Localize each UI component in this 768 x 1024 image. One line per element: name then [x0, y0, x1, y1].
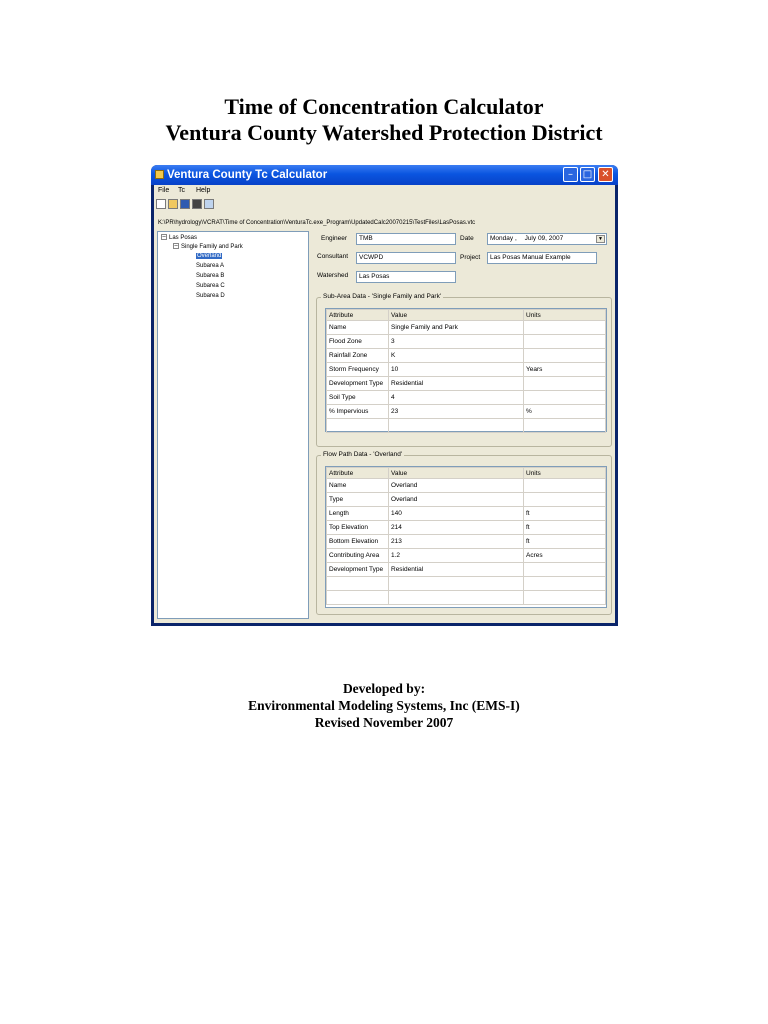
grid-cell-attribute: Flood Zone	[327, 335, 389, 349]
grid-cell-units	[524, 377, 606, 391]
minimize-icon[interactable]: –	[563, 167, 578, 182]
grid-cell-units	[524, 349, 606, 363]
subarea-group-title: Sub-Area Data - 'Single Family and Park'	[323, 293, 442, 300]
tree-node-subarea-c[interactable]	[196, 282, 225, 291]
report-icon[interactable]	[204, 199, 214, 209]
date-separator: ,	[514, 235, 517, 242]
grid-cell-value[interactable]: 1.2	[389, 549, 524, 563]
grid-cell-value[interactable]: Residential	[389, 377, 524, 391]
grid-header-units: Units	[524, 468, 606, 479]
open-icon[interactable]	[168, 199, 178, 209]
window-titlebar[interactable]	[151, 165, 618, 185]
grid-header-attribute: Attribute	[327, 310, 389, 321]
project-label: Project	[460, 254, 481, 261]
grid-header-units: Units	[524, 310, 606, 321]
grid-cell-units: ft	[524, 535, 606, 549]
flowpath-group-title: Flow Path Data - 'Overland'	[323, 451, 403, 458]
grid-cell-attribute: Name	[327, 321, 389, 335]
grid-cell-units	[524, 391, 606, 405]
tree-node-label: Subarea D	[196, 293, 225, 299]
window-title: Ventura County Tc Calculator	[167, 169, 328, 181]
grid-cell-value[interactable]: 3	[389, 335, 524, 349]
close-icon[interactable]: ✕	[598, 167, 613, 182]
revision-date: Revised November 2007	[314, 715, 454, 730]
new-icon[interactable]	[156, 199, 166, 209]
window-client-area	[154, 185, 615, 623]
grid-cell-units: ft	[524, 507, 606, 521]
grid-cell-attribute: Storm Frequency	[327, 363, 389, 377]
grid-cell-attribute: Rainfall Zone	[327, 349, 389, 363]
grid-cell-attribute: Development Type	[327, 563, 389, 577]
date-day: Monday	[490, 235, 514, 242]
tree-node-label: Single Family and Park	[181, 244, 243, 250]
subarea-group	[316, 293, 612, 447]
grid-cell-attribute: Type	[327, 493, 389, 507]
grid-cell-value[interactable]: 23	[389, 405, 524, 419]
table-row[interactable]	[327, 521, 606, 535]
date-picker[interactable]	[487, 233, 607, 245]
grid-cell-units: Acres	[524, 549, 606, 563]
table-row[interactable]	[327, 535, 606, 549]
developed-by-label: Developed by:	[342, 681, 426, 696]
grid-cell-units	[524, 493, 606, 507]
date-label: Date	[460, 235, 474, 242]
date-month: July	[524, 235, 537, 242]
subarea-grid[interactable]	[325, 308, 607, 432]
grid-cell-attribute: Top Elevation	[327, 521, 389, 535]
grid-cell-attribute: Length	[327, 507, 389, 521]
grid-cell-units: Years	[524, 363, 606, 377]
table-row[interactable]	[327, 479, 606, 493]
grid-cell-value[interactable]: 10	[389, 363, 524, 377]
app-icon	[155, 170, 164, 179]
grid-cell-units	[524, 563, 606, 577]
table-row-empty[interactable]	[327, 577, 606, 591]
grid-cell-attribute: % Impervious	[327, 405, 389, 419]
grid-cell-value[interactable]: Overland	[389, 493, 524, 507]
grid-cell-attribute: Development Type	[327, 377, 389, 391]
table-row[interactable]	[327, 493, 606, 507]
consultant-field[interactable]: VCWPD	[356, 252, 456, 264]
table-row[interactable]	[327, 507, 606, 521]
grid-cell-units	[524, 335, 606, 349]
table-row-empty[interactable]	[327, 419, 606, 433]
tree-node-label: Las Posas	[169, 235, 198, 241]
collapse-icon[interactable]: –	[162, 234, 166, 240]
watershed-field[interactable]: Las Posas	[356, 271, 456, 283]
grid-cell-value[interactable]: 4	[389, 391, 524, 405]
table-row[interactable]	[327, 363, 606, 377]
maximize-icon[interactable]: □	[580, 167, 595, 182]
grid-cell-value[interactable]: K	[389, 349, 524, 363]
save-icon[interactable]	[180, 199, 190, 209]
table-row-empty[interactable]	[327, 591, 606, 605]
grid-cell-value[interactable]: 213	[389, 535, 524, 549]
menu-bar	[154, 185, 615, 197]
project-tree[interactable]	[157, 231, 309, 619]
flowpath-group	[316, 451, 612, 615]
developer-name: Environmental Modeling Systems, Inc (EMS-I)	[248, 698, 520, 713]
consultant-label: Consultant	[317, 253, 349, 260]
grid-cell-value[interactable]: Residential	[389, 563, 524, 577]
table-row[interactable]	[327, 349, 606, 363]
tree-node-label: Overland	[197, 253, 222, 259]
grid-cell-units: %	[524, 405, 606, 419]
grid-header-row	[327, 468, 606, 479]
grid-cell-attribute: Contributing Area	[327, 549, 389, 563]
table-row[interactable]	[327, 335, 606, 349]
table-row[interactable]	[327, 391, 606, 405]
date-day-year: 09, 2007	[537, 235, 564, 242]
table-row[interactable]	[327, 377, 606, 391]
tree-node-label: Subarea B	[196, 273, 225, 279]
grid-cell-value[interactable]: 214	[389, 521, 524, 535]
collapse-icon[interactable]: –	[174, 243, 178, 249]
file-path: K:\PR\hydrology\VCRAT\Time of Concentration\VenturaTc.exe_Program\UpdatedCalc20070215\TestFiles\LasPosas.vtc	[158, 220, 476, 226]
tree-node-label: Subarea C	[196, 283, 225, 289]
flowpath-grid[interactable]	[325, 466, 607, 608]
watershed-label: Watershed	[317, 272, 349, 279]
tree-node-overland[interactable]	[196, 252, 222, 261]
document-title-line1: Time of Concentration Calculator	[224, 94, 544, 119]
grid-cell-units: ft	[524, 521, 606, 535]
dropdown-arrow-icon[interactable]: ▼	[596, 235, 605, 243]
tree-node-subarea-b[interactable]	[196, 272, 224, 281]
grid-cell-value[interactable]: 140	[389, 507, 524, 521]
tree-node-subarea[interactable]	[173, 243, 243, 252]
tree-node-root[interactable]	[161, 234, 197, 243]
grid-header-attribute: Attribute	[327, 468, 389, 479]
table-row[interactable]	[327, 563, 606, 577]
grid-header-value: Value	[389, 310, 524, 321]
grid-cell-units	[524, 321, 606, 335]
engineer-label: Engineer	[321, 235, 348, 242]
engineer-field[interactable]: TMB	[356, 233, 456, 245]
toolbar	[156, 199, 226, 211]
grid-header-row	[327, 310, 606, 321]
grid-cell-attribute: Bottom Elevation	[327, 535, 389, 549]
tree-node-subarea-d[interactable]	[196, 292, 225, 301]
application-window	[151, 165, 618, 626]
menu-help[interactable]: Help	[196, 187, 211, 194]
calculator-icon[interactable]	[192, 199, 202, 209]
grid-cell-attribute: Name	[327, 479, 389, 493]
project-field[interactable]: Las Posas Manual Example	[487, 252, 597, 264]
table-row[interactable]	[327, 549, 606, 563]
grid-cell-value[interactable]: Overland	[389, 479, 524, 493]
grid-cell-value[interactable]: Single Family and Park	[389, 321, 524, 335]
tree-node-label: Subarea A	[196, 263, 225, 269]
grid-header-value: Value	[389, 468, 524, 479]
table-row[interactable]	[327, 405, 606, 419]
menu-file[interactable]: File	[158, 187, 170, 194]
grid-cell-attribute: Soil Type	[327, 391, 389, 405]
grid-cell-units	[524, 479, 606, 493]
table-row[interactable]	[327, 321, 606, 335]
document-title-line2: Ventura County Watershed Protection District	[165, 120, 603, 145]
menu-tc[interactable]: Tc	[178, 187, 185, 194]
tree-node-subarea-a[interactable]	[196, 262, 224, 271]
